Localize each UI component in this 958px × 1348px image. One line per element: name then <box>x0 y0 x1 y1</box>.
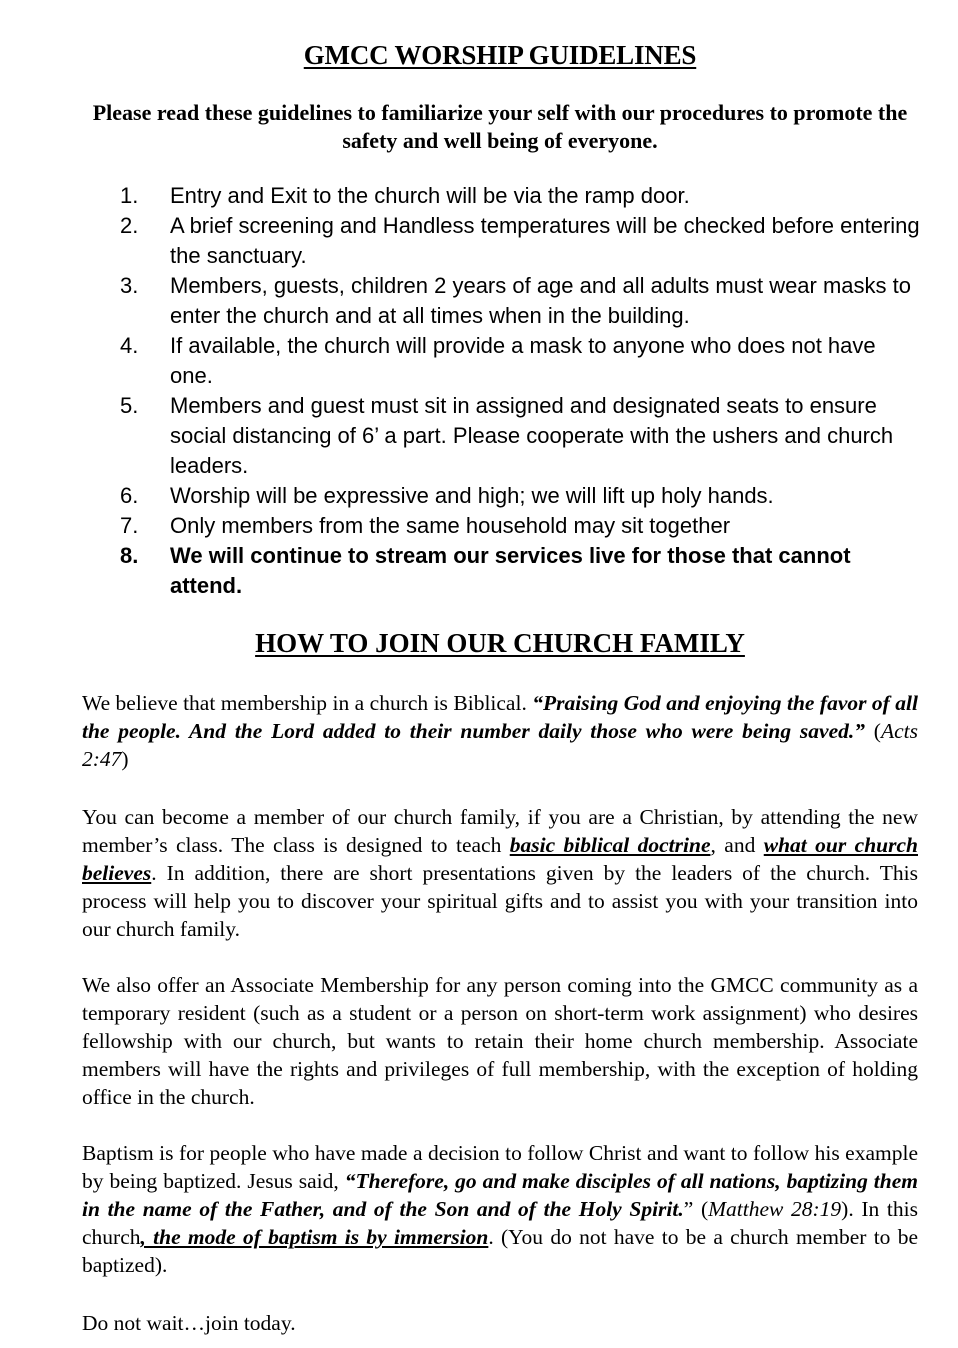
associate-membership-paragraph: We also offer an Associate Membership for any person coming into the GMCC community as a temporary resident (such as a student or a person on short-term work assignment) who desires fellowship with our church, but wants to retain their home church membership. Associate members will have the rights and privileges of full membership, with the exception of holding office in the church. <box>82 973 918 1109</box>
paragraph-text: . In addition, there are short presentations given by the leaders of the church. This process will help you to discover your spiritual gifts and to assist you with your transition into our church family. <box>82 861 918 941</box>
item-number: 4. <box>120 333 139 358</box>
list-item <box>120 331 920 391</box>
paragraph-text: ( <box>865 719 881 743</box>
emphasis-text: what our church believes <box>82 833 918 885</box>
item-text: Worship will be expressive and high; we will lift up holy hands. <box>170 483 774 508</box>
item-text: If available, the church will provide a mask to anyone who does not have one. <box>170 333 876 388</box>
baptism-paragraph <box>82 1139 918 1279</box>
scripture-quote: “Therefore, go and make disciples of all nations, baptizing them in the name of the Father, and of the Son and of the Holy Spirit. <box>82 1169 918 1221</box>
item-number: 6. <box>120 483 139 508</box>
emphasis-text: basic biblical doctrine <box>509 833 711 857</box>
new-member-class-paragraph <box>82 803 918 943</box>
paragraph-text: ). In this church <box>82 1197 918 1249</box>
list-item <box>120 511 920 541</box>
item-text: A brief screening and Handless temperatures will be checked before entering the sanctuary. <box>170 213 920 268</box>
intro-text: Please read these guidelines to familiarize your self with our procedures to promote the safety and well being of everyone. <box>92 100 908 153</box>
item-number: 7. <box>120 513 139 538</box>
item-number: 8. <box>120 543 139 568</box>
paragraph-text: . (You do not have to be a church member to be baptized). <box>82 1225 918 1277</box>
guidelines-list <box>120 181 920 601</box>
item-text: We will continue to stream our services live for those that cannot attend. <box>170 543 851 598</box>
list-item <box>120 271 920 331</box>
paragraph-text: We believe that membership in a church is Biblical. <box>82 691 533 715</box>
membership-paragraph <box>82 689 918 773</box>
list-item <box>120 181 920 211</box>
scripture-reference: Acts 2:47 <box>82 719 918 771</box>
list-item <box>120 481 920 511</box>
paragraph-text: ” ( <box>683 1197 709 1221</box>
item-number: 3. <box>120 273 139 298</box>
emphasis-text: , the mode of baptism is by immersion <box>140 1225 489 1249</box>
paragraph-text: You can become a member of our church family, if you are a Christian, by attending the new member’s class. The class is designed to teach <box>82 805 918 857</box>
list-item <box>120 541 920 601</box>
item-text: Entry and Exit to the church will be via the ramp door. <box>170 183 690 208</box>
paragraph-text: , and <box>710 833 764 857</box>
list-item <box>120 391 920 481</box>
join-heading: HOW TO JOIN OUR CHURCH FAMILY <box>255 628 745 658</box>
item-text: Members and guest must sit in assigned and designated seats to ensure social distancing of 6’ a part. Please cooperate with the ushers and church leaders. <box>170 393 894 478</box>
paragraph-text: Baptism is for people who have made a decision to follow Christ and want to follow his example by being baptized. Jesus said, <box>82 1141 918 1193</box>
page-title: GMCC WORSHIP GUIDELINES <box>303 40 697 70</box>
item-text: Only members from the same household may sit together <box>170 513 731 538</box>
item-text: Members, guests, children 2 years of age and all adults must wear masks to enter the church and at all times when in the building. <box>170 273 912 328</box>
item-number: 2. <box>120 213 139 238</box>
list-item <box>120 211 920 271</box>
scripture-quote: “Praising God and enjoying the favor of all the people. And the Lord added to their number daily those who were being saved.” <box>82 691 918 743</box>
scripture-reference: Matthew 28:19 <box>708 1197 842 1221</box>
paragraph-text: ) <box>121 747 129 771</box>
closing-line: Do not wait…join today. <box>82 1311 296 1335</box>
item-number: 5. <box>120 393 139 418</box>
item-number: 1. <box>120 183 139 208</box>
